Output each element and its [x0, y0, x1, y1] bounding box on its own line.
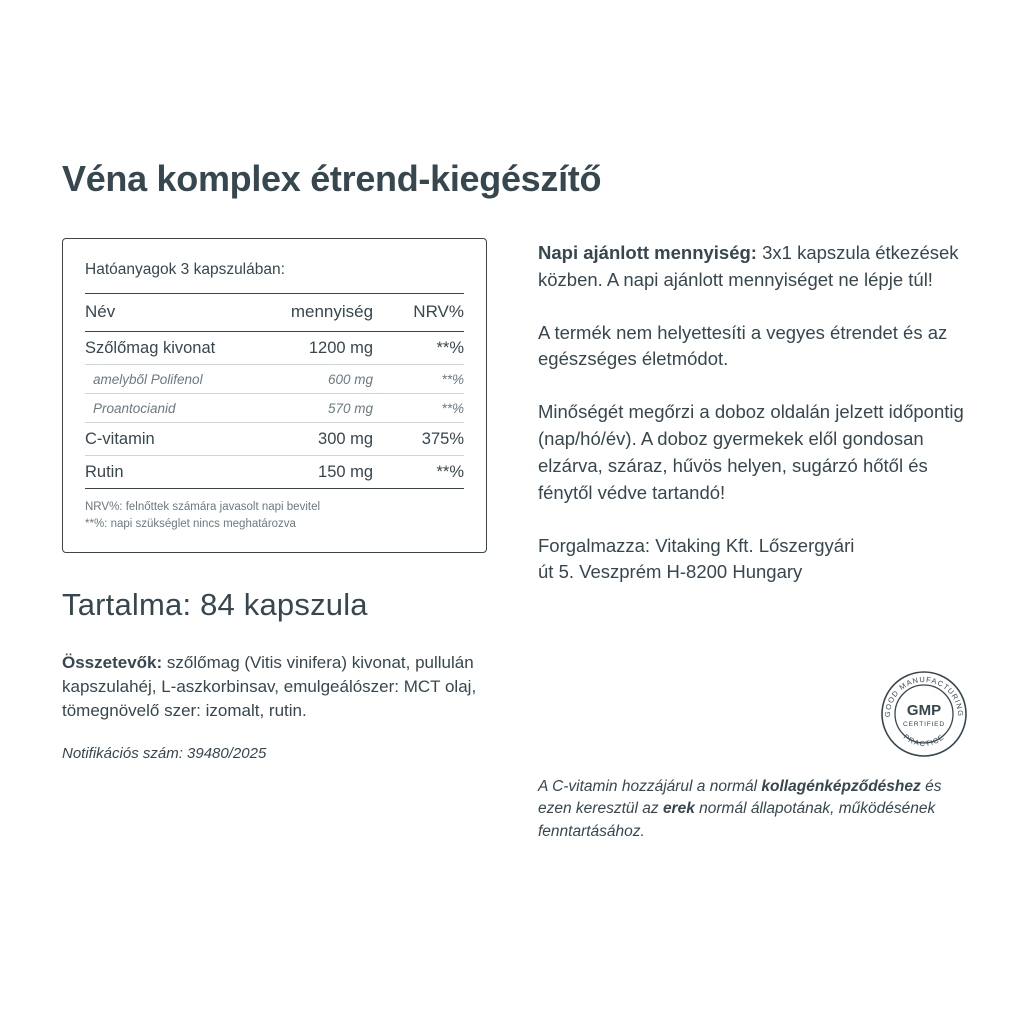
nutrition-table: [85, 293, 464, 489]
disclaimer-paragraph: A termék nem helyettesíti a vegyes étrendet és az egészséges életmódot.: [538, 321, 948, 370]
ingredient-amount: 1200 mg: [257, 332, 397, 365]
gmp-certified-icon: [878, 668, 970, 760]
ingredient-nrv: 375%: [397, 423, 464, 456]
table-row: [85, 423, 464, 456]
right-column: [538, 240, 978, 840]
dosage-paragraph: [538, 240, 978, 294]
nrv-note: NRV%: felnőttek számára javasolt napi bevitel: [85, 501, 321, 513]
page-title: Véna komplex étrend-kiegészítő: [62, 158, 602, 199]
claim-bold-1: kollagénképződéshez: [761, 778, 921, 795]
ingredient-nrv: **%: [397, 394, 464, 423]
package-contents: Tartalma: 84 kapszula: [62, 586, 368, 622]
ingredients-label: Összetevők:: [62, 652, 163, 672]
health-claim-paragraph: [538, 776, 978, 843]
dosage-text: 3x1 kapszula étkezések közben. A napi ajánlott mennyiséget ne lépje túl!: [538, 242, 959, 290]
svg-text:PRACTICE: PRACTICE: [901, 732, 947, 749]
ingredient-nrv: **%: [397, 365, 464, 394]
ingredient-nrv: **%: [397, 456, 464, 489]
ingredient-name: amelyből Polifenol: [85, 365, 257, 394]
svg-text:GOOD MANUFACTURING: GOOD MANUFACTURING: [882, 674, 966, 718]
nutrition-notes: [85, 499, 464, 534]
nutrition-heading: Hatóanyagok 3 kapszulában:: [85, 261, 285, 278]
nutrition-facts-panel: [62, 238, 487, 553]
claim-text-2: és ezen keresztül az: [538, 778, 942, 818]
column-header-name: Név: [85, 294, 257, 332]
ingredient-nrv: **%: [397, 332, 464, 365]
svg-text:CERTIFIED: CERTIFIED: [903, 721, 945, 728]
ingredient-name: C-vitamin: [85, 423, 257, 456]
dosage-label: Napi ajánlott mennyiség:: [538, 242, 757, 263]
ingredients-paragraph: [62, 651, 490, 723]
table-row: [85, 394, 464, 423]
claim-text-3: normál állapotának, működésének fenntartásához.: [538, 800, 936, 840]
ingredient-amount: 570 mg: [257, 394, 397, 423]
distributor-paragraph: Forgalmazza: Vitaking Kft. Lőszergyári út 5. Veszprém H-8200 Hungary: [538, 534, 855, 583]
ingredient-name: Rutin: [85, 456, 257, 489]
ingredient-amount: 300 mg: [257, 423, 397, 456]
claim-bold-2: erek: [662, 800, 695, 818]
svg-text:GMP: GMP: [906, 702, 942, 719]
ingredient-amount: 150 mg: [257, 456, 397, 489]
table-header-row: [85, 294, 464, 332]
column-header-amount: mennyiség: [257, 294, 397, 332]
table-row: [85, 456, 464, 489]
left-column: [62, 238, 490, 762]
ingredient-amount: 600 mg: [257, 365, 397, 394]
ingredient-name: Proantocianid: [85, 394, 257, 423]
column-header-nrv: NRV%: [397, 294, 464, 332]
claim-text-1: A C-vitamin hozzájárul a normál: [538, 778, 762, 795]
table-row: [85, 332, 464, 365]
storage-paragraph: Minőségét megőrzi a doboz oldalán jelzett időpontig (nap/hó/év). A doboz gyermekek elől gondosan elzárva, száraz, hűvös helyen, sugárzó hőtől és fénytől védve tartandó!: [538, 401, 964, 503]
table-row: [85, 365, 464, 394]
asterisk-note: **%: napi szükséglet nincs meghatározva: [85, 518, 296, 531]
ingredients-text: szőlőmag (Vitis vinifera) kivonat, pullulán kapszulahéj, L-aszkorbinsav, emulgeálószer: MCT olaj, tömegnövelő szer: izomalt, rutin.: [62, 652, 477, 720]
ingredient-name: Szőlőmag kivonat: [85, 332, 257, 365]
notification-number: Notifikációs szám: 39480/2025: [62, 744, 267, 762]
